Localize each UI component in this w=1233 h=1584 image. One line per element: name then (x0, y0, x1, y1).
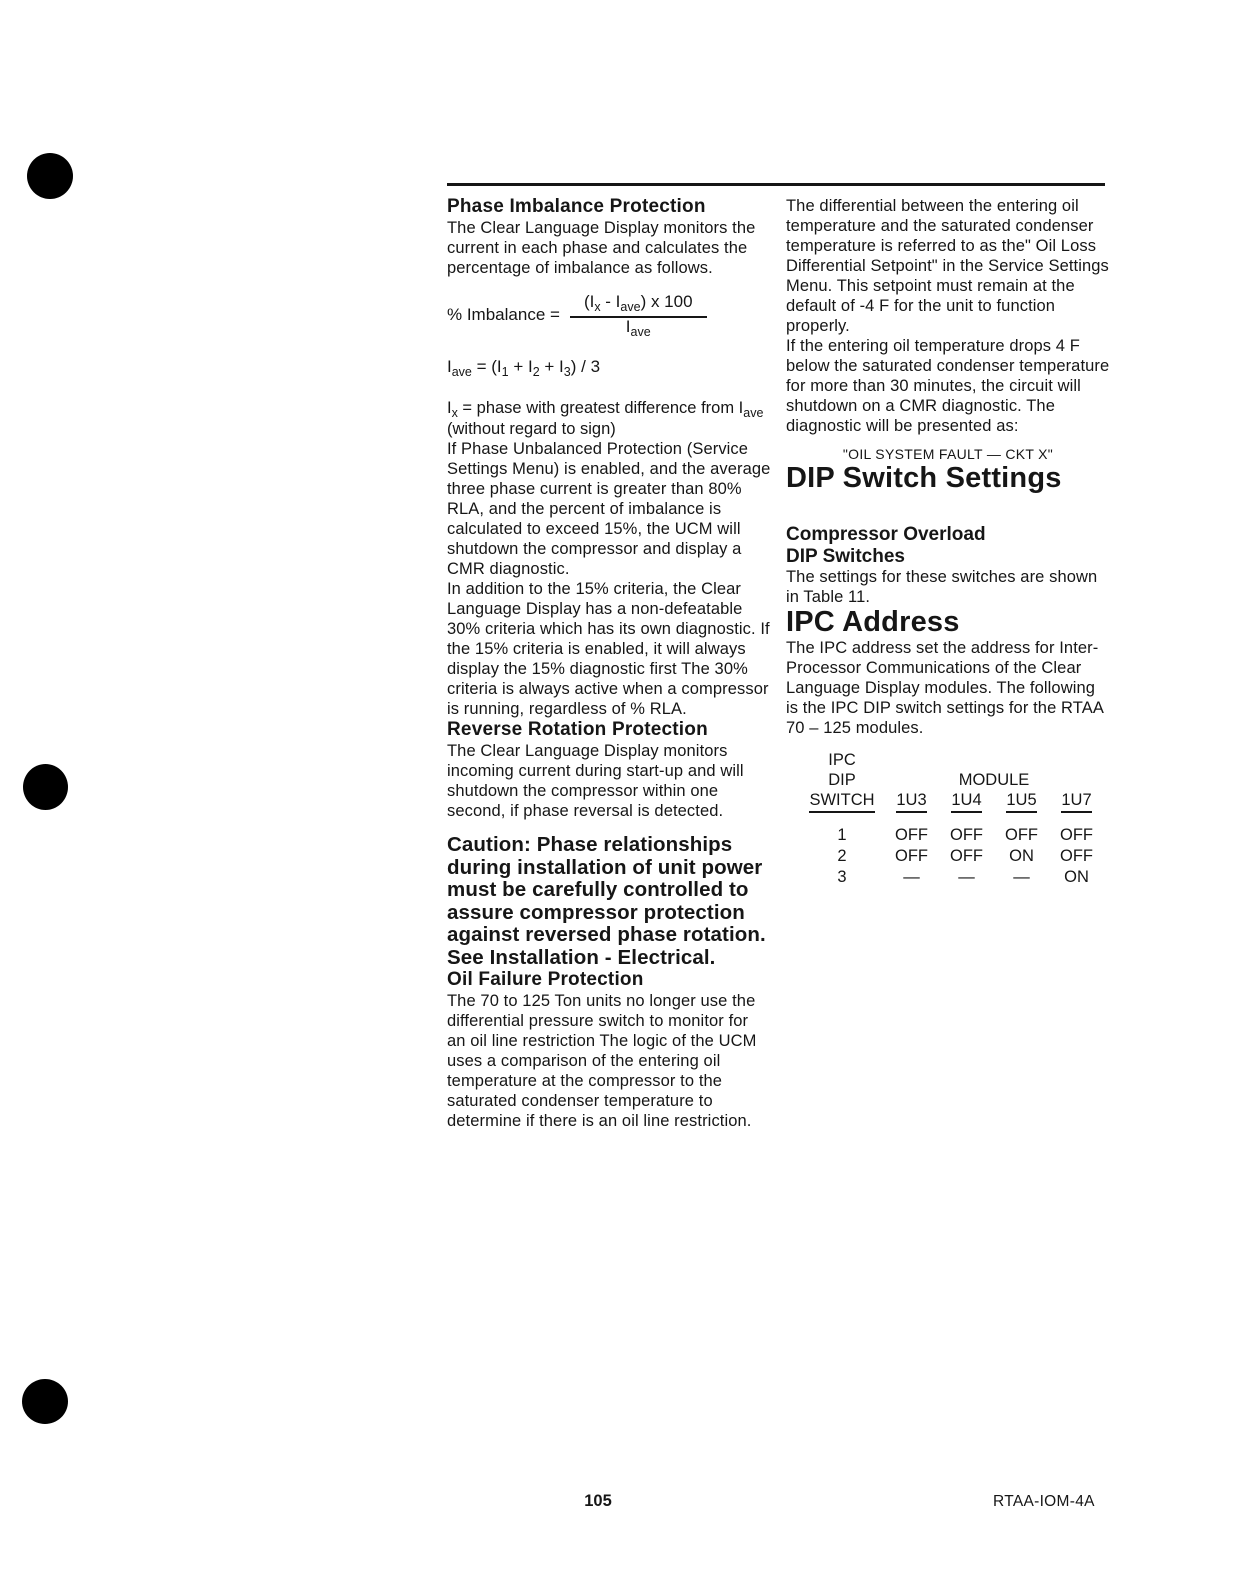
table-cell: OFF (895, 847, 928, 865)
hole-punch-dot (22, 1379, 68, 1424)
table-cell: ON (1009, 847, 1034, 865)
paragraph: If Phase Unbalanced Protection (Service Settings Menu) is enabled, and the average three phase current is greater than 80% RLA, and the percent of imbalance is calculated to exceed 15%, the UCM will shutdown the compressor and display a CMR diagnostic. (447, 440, 771, 578)
page-number: 105 (584, 1492, 612, 1510)
formula-numerator: $(I_x - I_{ave})$ x 100 (570, 292, 707, 318)
hole-punch-dot (27, 153, 73, 199)
heading-dip-switch-settings: DIP Switch Settings (786, 462, 1062, 494)
table-cell: — (903, 868, 920, 886)
formula-denominator: $I_{ave}$ (625, 317, 651, 339)
right-column (786, 196, 1110, 888)
table-cell: OFF (950, 826, 983, 844)
section-heading-reverse-rotation: Reverse Rotation Protection (447, 719, 708, 740)
table-cell: OFF (1060, 847, 1093, 865)
imbalance-formula (447, 292, 771, 337)
table-cell: OFF (895, 826, 928, 844)
table-row-label: 3 (837, 868, 847, 886)
table-cell: — (1013, 868, 1030, 886)
table-column-header: 1U7 (1049, 790, 1104, 813)
section-heading-phase-imbalance: Phase Imbalance Protection (447, 196, 706, 217)
table-cell: ON (1064, 868, 1089, 886)
subheading-compressor-overload: Compressor Overload DIP Switches (786, 524, 986, 567)
ipc-dip-switch-table (800, 750, 1110, 888)
ix-definition: $I_x$ = phase with greatest difference from $I_{ave}$ (without regard to sign) (447, 399, 764, 438)
paragraph: The Clear Language Display monitors incoming current during start-up and will shutdown the compressor within one second, if phase reversal is detected. (447, 742, 744, 820)
table-cell: — (958, 868, 975, 886)
table-column-header: 1U5 (994, 790, 1049, 813)
ipc-table-header (800, 750, 1110, 813)
table-header-cell: SWITCH (800, 790, 884, 813)
table-header-cell: IPC (828, 751, 856, 769)
table-row-label: 1 (837, 826, 847, 844)
paragraph: If the entering oil temperature drops 4 F below the saturated condenser temperature for more than 30 minutes, the circuit will shutdown on a CMR diagnostic. The diagnostic will be presented as: (786, 337, 1110, 435)
left-column (447, 196, 771, 1131)
hole-punch-dot (23, 764, 68, 810)
paragraph: In addition to the 15% criteria, the Clear Language Display has a non-defeatable 30% criteria which has its own diagnostic. If the 15% criteria is enabled, it will always display the 15% diagnostic first The 30% criteria is always active when a compressor is running, regardless of % RLA. (447, 580, 770, 718)
document-id: RTAA-IOM-4A (993, 1493, 1095, 1510)
paragraph: The 70 to 125 Ton units no longer use the differential pressure switch to monitor for an oil line restriction The logic of the UCM uses a comparison of the entering oil temperature at the compressor to the saturated condenser temperature to determine if there is an oil line restriction. (447, 992, 757, 1130)
paragraph: The settings for these switches are shown in Table 11. (786, 568, 1098, 606)
heading-ipc-address: IPC Address (786, 606, 960, 638)
table-header-cell: DIP (828, 771, 856, 789)
section-divider-rule (447, 183, 1105, 186)
table-cell: OFF (1005, 826, 1038, 844)
table-column-header: 1U4 (939, 790, 994, 813)
formula-lhs: % Imbalance = (447, 304, 560, 324)
table-row-label: 2 (837, 847, 847, 865)
paragraph: The differential between the entering oil temperature and the saturated condenser temperature is referred to as the" Oil Loss Differential Setpoint" in the Service Settings Menu. This setpoint must remain at the default of -4 F for the unit to function properly. (786, 197, 1109, 335)
table-group-header: MODULE (958, 771, 1030, 789)
section-heading-oil-failure: Oil Failure Protection (447, 969, 644, 990)
iave-definition: $I_{ave} = (I_1 + I_2 + I_3) / 3$ (447, 357, 601, 379)
table-cell: OFF (1060, 826, 1093, 844)
paragraph: The Clear Language Display monitors the current in each phase and calculates the percentage of imbalance as follows. (447, 219, 756, 277)
table-column-header: 1U3 (884, 790, 939, 813)
ipc-table-body (800, 825, 1110, 888)
caution-text: Caution: Phase relationships during installation of unit power must be carefully controlled to assure compressor protection against reversed phase rotation. See Installation - Electrical. (447, 833, 766, 969)
table-cell: OFF (950, 847, 983, 865)
paragraph: The IPC address set the address for Inter-Processor Communications of the Clear Language Display modules. The following is the IPC DIP switch settings for the RTAA 70 – 125 modules. (786, 639, 1104, 737)
diagnostic-message: "OIL SYSTEM FAULT — CKT X" (842, 446, 1054, 462)
formula-fraction (570, 292, 707, 337)
